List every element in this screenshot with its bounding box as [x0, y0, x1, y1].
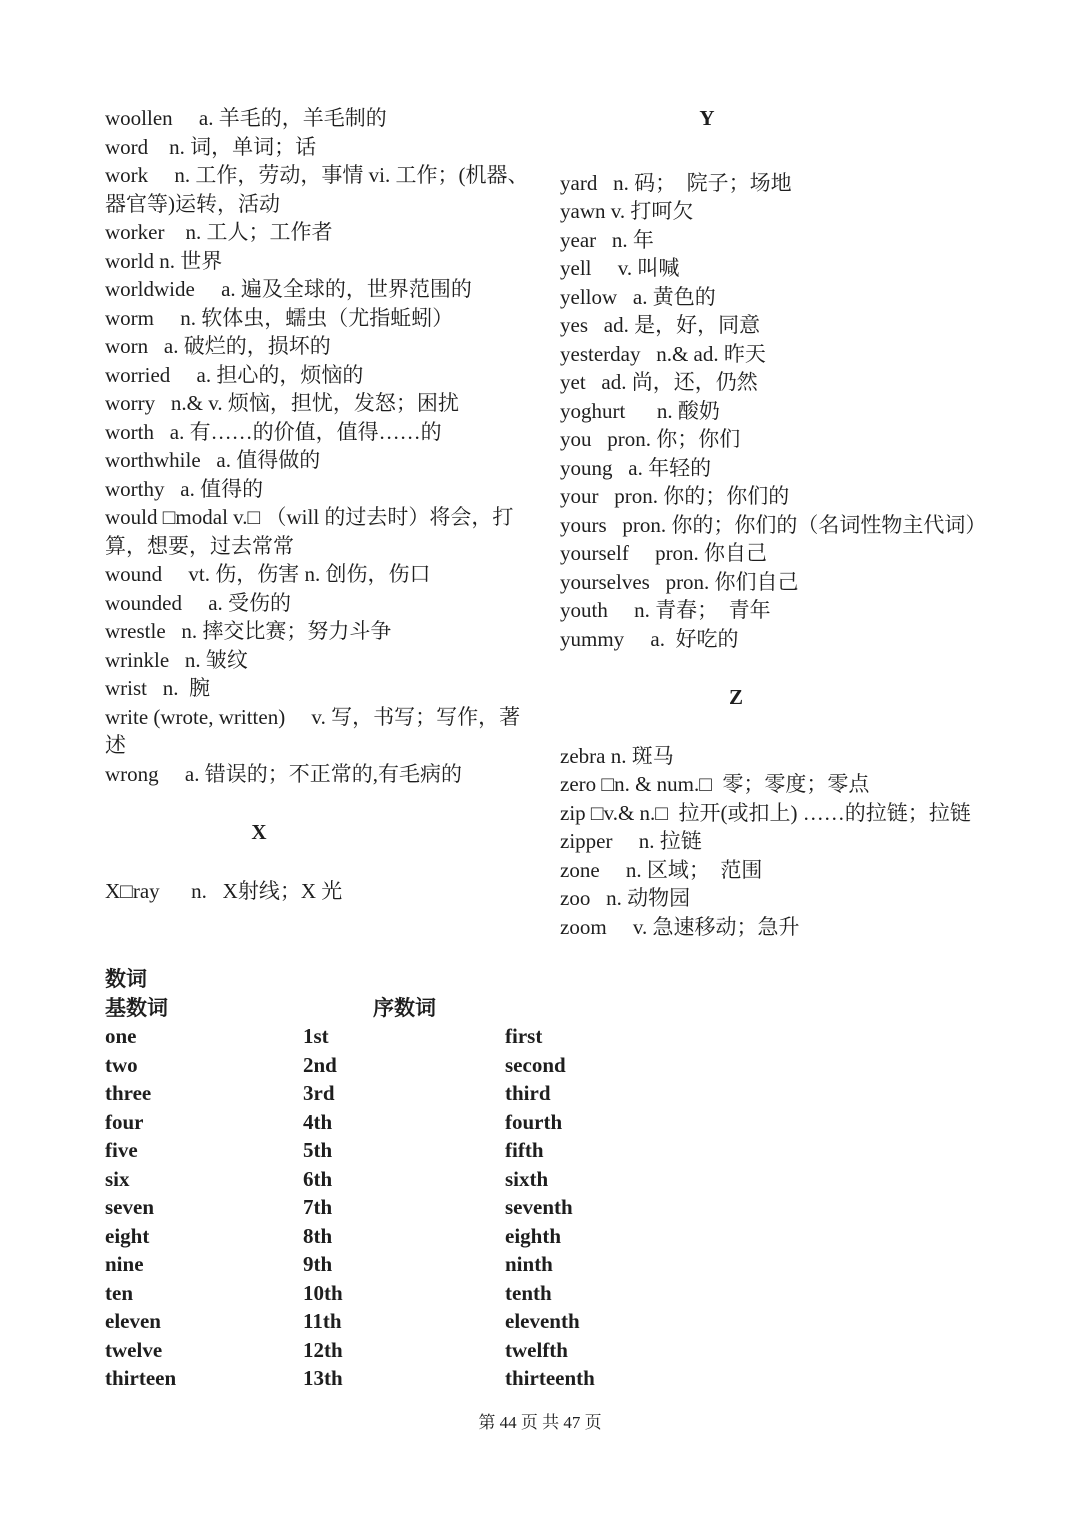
cardinal-cell: six [105, 1166, 130, 1191]
ordinal-word-cell: fifth [505, 1138, 544, 1162]
ordinal-word-cell: eleventh [505, 1309, 580, 1333]
ordinal-word-cell: ninth [505, 1252, 553, 1276]
numeral-row [105, 1079, 1020, 1108]
dict-entry: your pron. 你的；你们的 [560, 484, 790, 508]
ordinal-abbr-cell: 5th [303, 1138, 333, 1162]
ordinal-abbr-cell: 12th [303, 1337, 343, 1362]
dict-entry: work n. 工作，劳动，事情 vi. 工作；(机器、器官等)运转，活动 [105, 163, 529, 216]
dict-entry: yet ad. 尚，还，仍然 [560, 370, 758, 394]
dict-entry: worn a. 破烂的，损坏的 [105, 334, 331, 358]
numerals-table [105, 1022, 1020, 1393]
ordinal-abbr-cell: 6th [303, 1166, 333, 1191]
ordinal-abbr-cell: 2nd [303, 1052, 337, 1077]
dict-entry: young a. 年轻的 [560, 455, 712, 480]
dict-entry: zip □v.& n.□ 拉开(或扣上) ……的拉链；拉链 [560, 800, 971, 825]
right-column [560, 104, 1020, 941]
ordinal-header: 序数词 [373, 995, 436, 1020]
ordinal-abbr-cell: 13th [303, 1366, 343, 1390]
word-list-w [105, 104, 541, 788]
cardinal-cell: three [105, 1081, 152, 1105]
dict-entry: wounded a. 受伤的 [105, 590, 292, 615]
dict-entry: woollen a. 羊毛的，羊毛制的 [105, 106, 387, 130]
numeral-row [105, 1222, 1020, 1251]
cardinal-cell: seven [105, 1195, 154, 1219]
word-list-y [560, 169, 1020, 654]
dict-entry: worth a. 有……的价值，值得……的 [105, 419, 442, 444]
dict-entry: yesterday n.& ad. 昨天 [560, 341, 766, 366]
numeral-row [105, 1165, 1020, 1194]
dict-entry: worthy a. 值得的 [105, 476, 264, 501]
cardinal-cell: nine [105, 1252, 144, 1276]
numeral-row [105, 1108, 1020, 1137]
dict-entry: year n. 年 [560, 227, 654, 252]
dict-entry: X□ray n. X射线；X 光 [105, 878, 343, 903]
cardinal-cell: thirteen [105, 1366, 177, 1390]
section-header-y: Y [699, 106, 715, 130]
dict-entry: yawn v. 打呵欠 [560, 199, 694, 223]
dict-entry: zoo n. 动物园 [560, 886, 691, 910]
ordinal-abbr-cell: 7th [303, 1195, 333, 1219]
cardinal-cell: eight [105, 1223, 150, 1248]
cardinal-cell: four [105, 1109, 144, 1134]
ordinal-abbr-cell: 9th [303, 1252, 333, 1276]
ordinal-abbr-cell: 11th [303, 1309, 342, 1333]
dict-entry: write (wrote, written) v. 写，书写；写作，著述 [105, 704, 521, 757]
ordinal-abbr-cell: 10th [303, 1280, 343, 1305]
dict-entry: zero □n. & num.□ 零；零度；零点 [560, 772, 870, 796]
dict-entry: world n. 世界 [105, 248, 223, 273]
cardinal-cell: ten [105, 1280, 133, 1305]
dict-entry: yourself pron. 你自己 [560, 541, 768, 565]
dict-entry: yellow a. 黄色的 [560, 284, 716, 309]
dict-entry: worried a. 担心的，烦恼的 [105, 362, 364, 387]
section-header-z: Z [728, 685, 743, 709]
ordinal-abbr-cell: 8th [303, 1223, 333, 1248]
dict-entry: yours pron. 你的；你们的（名词性物主代词） [560, 512, 987, 537]
numeral-row [105, 1279, 1020, 1308]
cardinal-cell: five [105, 1138, 138, 1162]
dict-entry: yard n. 码； 院子；场地 [560, 170, 792, 195]
numeral-row [105, 1250, 1020, 1279]
dict-entry: worldwide a. 遍及全球的，世界范围的 [105, 277, 472, 301]
cardinal-cell: eleven [105, 1309, 161, 1333]
cardinal-cell: two [105, 1052, 138, 1077]
numeral-row [105, 1364, 1020, 1393]
page-footer: 第 44 页 共 47 页 [478, 1412, 602, 1432]
numeral-row [105, 1336, 1020, 1365]
dict-entry: wrong a. 错误的；不正常的,有毛病的 [105, 761, 462, 786]
ordinal-word-cell: eighth [505, 1223, 562, 1248]
dict-entry: zebra n. 斑马 [560, 743, 674, 768]
numerals-header-row [105, 994, 1020, 1023]
cardinal-header: 基数词 [105, 995, 168, 1020]
section-header-x: X [251, 820, 267, 844]
dict-entry: yourselves pron. 你们自己 [560, 569, 799, 594]
ordinal-word-cell: second [505, 1052, 566, 1077]
numeral-row [105, 1193, 1020, 1222]
word-list-z [560, 742, 1020, 942]
dictionary-columns [105, 104, 1020, 945]
ordinal-word-cell: third [505, 1081, 551, 1105]
ordinal-word-cell: tenth [505, 1280, 552, 1305]
dict-entry: yoghurt n. 酸奶 [560, 398, 720, 423]
dict-entry: zone n. 区域； 范围 [560, 857, 763, 882]
numerals-section [105, 965, 1020, 1393]
numerals-title: 数词 [105, 967, 147, 991]
dict-entry: would □modal v.□ （will 的过去时）将会，打算，想要，过去常常 [105, 505, 514, 558]
dict-entry: wrestle n. 摔交比赛；努力斗争 [105, 619, 392, 643]
ordinal-abbr-cell: 1st [303, 1024, 329, 1048]
dict-entry: worry n.& v. 烦恼，担忧，发怒；困扰 [105, 391, 459, 415]
ordinal-word-cell: fourth [505, 1109, 563, 1134]
numeral-row [105, 1136, 1020, 1165]
cardinal-cell: twelve [105, 1337, 163, 1362]
dict-entry: wrinkle n. 皱纹 [105, 647, 248, 672]
cardinal-cell: one [105, 1024, 137, 1048]
ordinal-word-cell: thirteenth [505, 1366, 595, 1390]
dict-entry: wound vt. 伤，伤害 n. 创伤，伤口 [105, 562, 431, 586]
left-column [105, 104, 541, 905]
dict-entry: wrist n. 腕 [105, 676, 210, 700]
dict-entry: you pron. 你；你们 [560, 427, 741, 451]
ordinal-abbr-cell: 4th [303, 1109, 333, 1134]
ordinal-abbr-cell: 3rd [303, 1081, 335, 1105]
dict-entry: yummy a. 好吃的 [560, 626, 739, 651]
dict-entry: yell v. 叫喊 [560, 256, 680, 280]
dict-entry: worker n. 工人；工作者 [105, 220, 333, 244]
dict-entry: worm n. 软体虫，蠕虫（尤指蚯蚓） [105, 305, 454, 330]
word-list-x [105, 877, 541, 906]
ordinal-word-cell: sixth [505, 1166, 549, 1191]
dict-entry: zoom v. 急速移动；急升 [560, 914, 800, 939]
dict-entry: youth n. 青春； 青年 [560, 598, 771, 622]
ordinal-word-cell: twelfth [505, 1337, 568, 1362]
numeral-row [105, 1022, 1020, 1051]
dict-entry: worthwhile a. 值得做的 [105, 448, 321, 472]
dict-entry: yes ad. 是，好，同意 [560, 313, 761, 337]
dict-entry: word n. 词，单词；话 [105, 134, 317, 159]
ordinal-word-cell: seventh [505, 1195, 573, 1219]
dict-entry: zipper n. 拉链 [560, 829, 702, 853]
numeral-row [105, 1307, 1020, 1336]
ordinal-word-cell: first [505, 1024, 543, 1048]
numeral-row [105, 1051, 1020, 1080]
